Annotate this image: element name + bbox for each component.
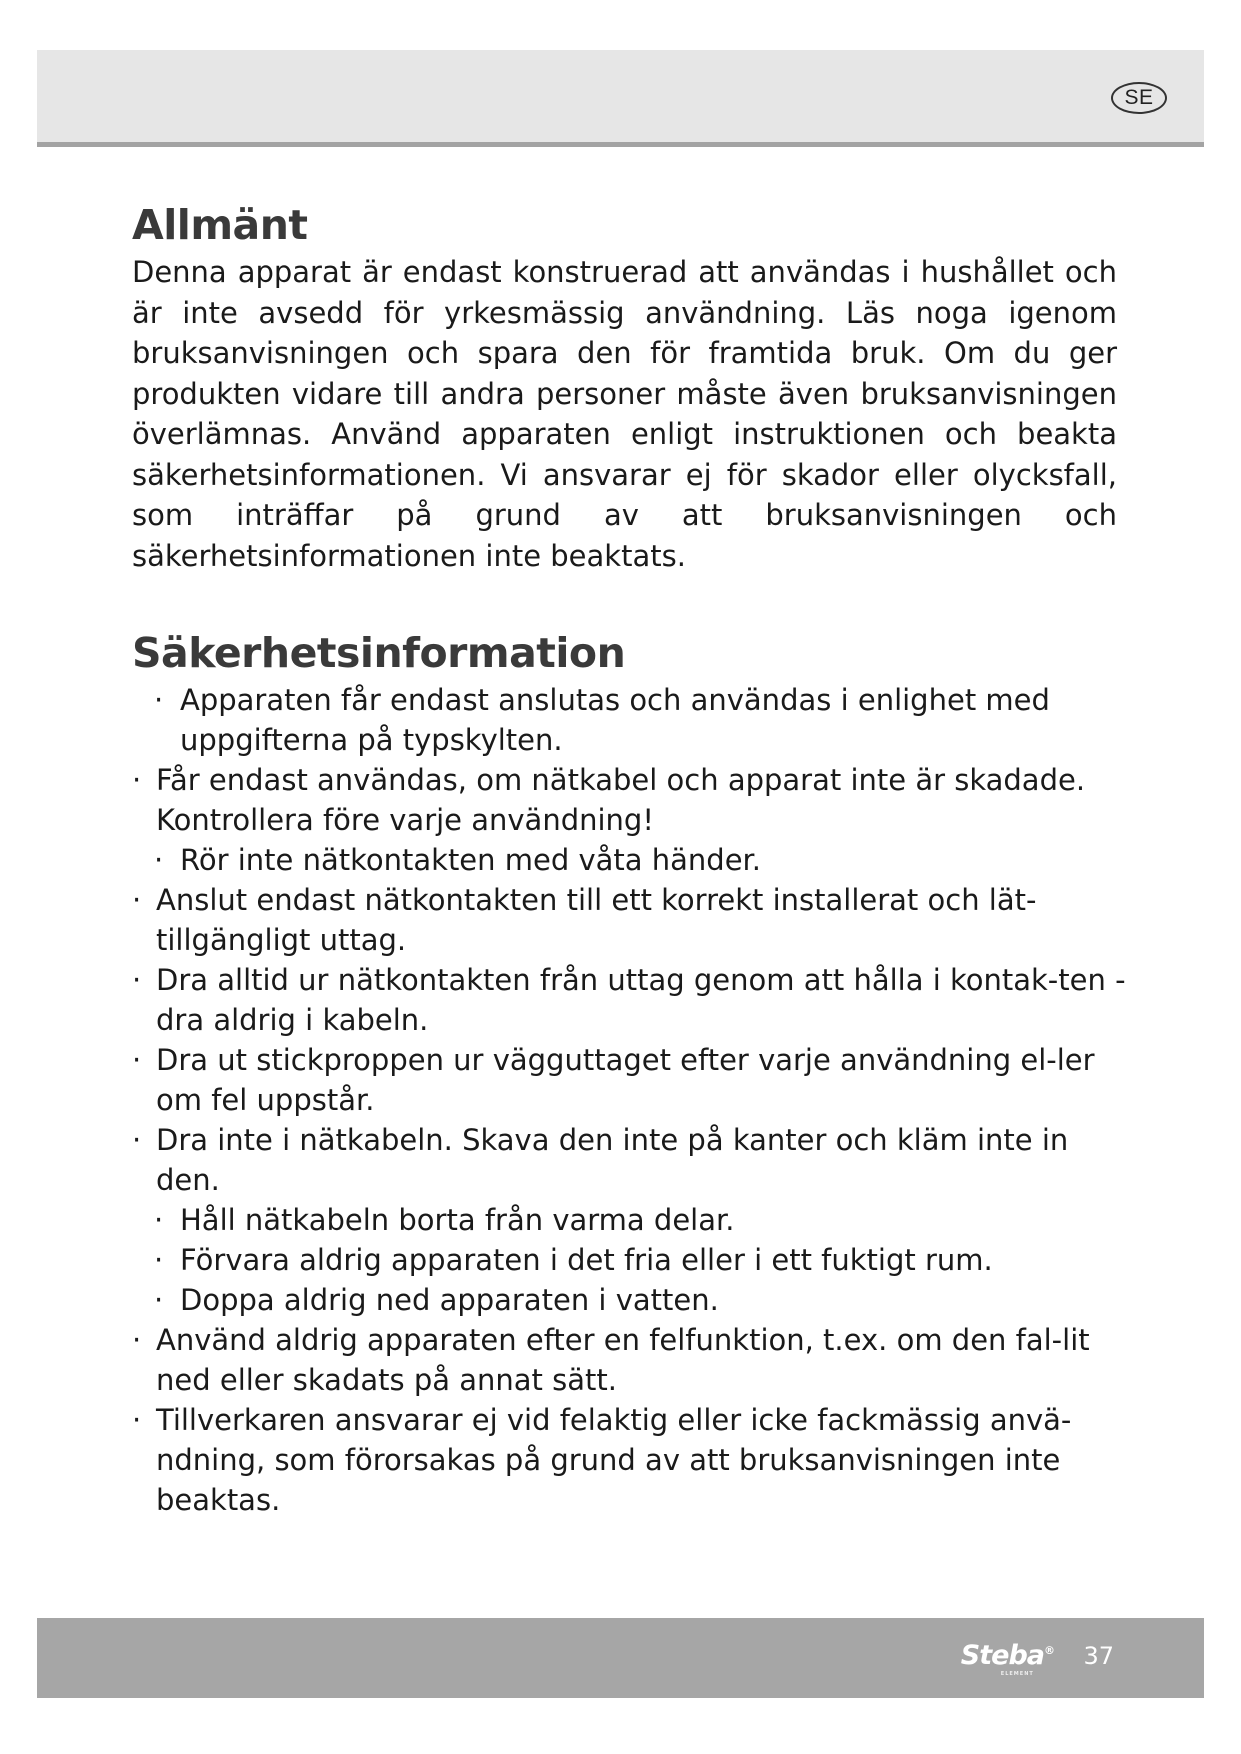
section-title-safety: Säkerhetsinformation bbox=[132, 629, 626, 677]
safety-list-item: · Rör inte nätkontakten med våta händer. bbox=[132, 840, 1132, 880]
safety-list-item: · Dra ut stickproppen ur vägguttaget efter varje användning el-ler om fel uppstår. bbox=[132, 1040, 1132, 1120]
footer-band bbox=[37, 1618, 1204, 1698]
bullet-icon: · bbox=[154, 1203, 164, 1237]
safety-list-item: · Förvara aldrig apparaten i det fria eller i ett fuktigt rum. bbox=[132, 1240, 1132, 1280]
bullet-icon: · bbox=[154, 1283, 164, 1317]
bullet-icon: · bbox=[154, 1243, 164, 1277]
bullet-icon: · bbox=[132, 963, 142, 997]
bullet-icon: · bbox=[132, 1403, 142, 1437]
bullet-icon: · bbox=[154, 843, 164, 877]
safety-list-item: · Använd aldrig apparaten efter en felfunktion, t.ex. om den fal-lit ned eller skadats på annat sätt. bbox=[132, 1320, 1132, 1400]
brand-name: Steba bbox=[960, 1640, 1044, 1671]
safety-list-item: · Tillverkaren ansvarar ej vid felaktig eller icke fackmässig anvä-ndning, som förorsakas på grund av att bruksanvisningen inte beaktas. bbox=[132, 1400, 1132, 1520]
bullet-icon: · bbox=[132, 883, 142, 917]
bullet-icon: · bbox=[132, 763, 142, 797]
safety-list-item: · Får endast användas, om nätkabel och apparat inte är skadade. Kontrollera före varje användning! bbox=[132, 760, 1132, 840]
bullet-icon: · bbox=[132, 1123, 142, 1157]
section-title-general: Allmänt bbox=[132, 201, 308, 249]
header-band bbox=[37, 50, 1204, 147]
bullet-icon: · bbox=[154, 683, 164, 717]
safety-list-item: · Doppa aldrig ned apparaten i vatten. bbox=[132, 1280, 1132, 1320]
bullet-icon: · bbox=[132, 1323, 142, 1357]
registered-mark: ® bbox=[1044, 1644, 1054, 1657]
safety-list-item: · Dra alltid ur nätkontakten från uttag genom att hålla i kontak-ten - dra aldrig i kabeln. bbox=[132, 960, 1132, 1040]
brand-subtext: ELEMENT bbox=[1000, 1671, 1034, 1677]
safety-list-item: · Dra inte i nätkabeln. Skava den inte på kanter och kläm inte in den. bbox=[132, 1120, 1132, 1200]
safety-list-item: · Håll nätkabeln borta från varma delar. bbox=[132, 1200, 1132, 1240]
language-badge: SE bbox=[1111, 82, 1167, 114]
safety-list-item: · Apparaten får endast anslutas och användas i enlighet med uppgifterna på typskylten. bbox=[132, 680, 1132, 760]
page-content bbox=[132, 198, 1126, 1520]
page-number: 37 bbox=[1083, 1642, 1114, 1670]
safety-section bbox=[132, 626, 1126, 1520]
general-paragraph: Denna apparat är endast konstruerad att användas i hushållet och är inte avsedd för yrkesmässig användning. Läs noga igenom bruksanvisningen och spara den för framtida bruk. Om du ger produkten vidare till andra personer måste även bruksanvisningen överlämnas. Använd apparaten enligt instruktionen och beakta säkerhetsinformationen. Vi ansvarar ej för skador eller olycksfall, som inträffar på grund av att bruksanvisningen och säkerhetsinformationen inte beaktats. bbox=[132, 255, 1117, 573]
steba-logo bbox=[960, 1640, 1054, 1677]
safety-list-item: · Anslut endast nätkontakten till ett korrekt installerat och lät-tillgängligt uttag. bbox=[132, 880, 1132, 960]
bullet-icon: · bbox=[132, 1043, 142, 1077]
safety-list bbox=[132, 680, 1132, 1520]
